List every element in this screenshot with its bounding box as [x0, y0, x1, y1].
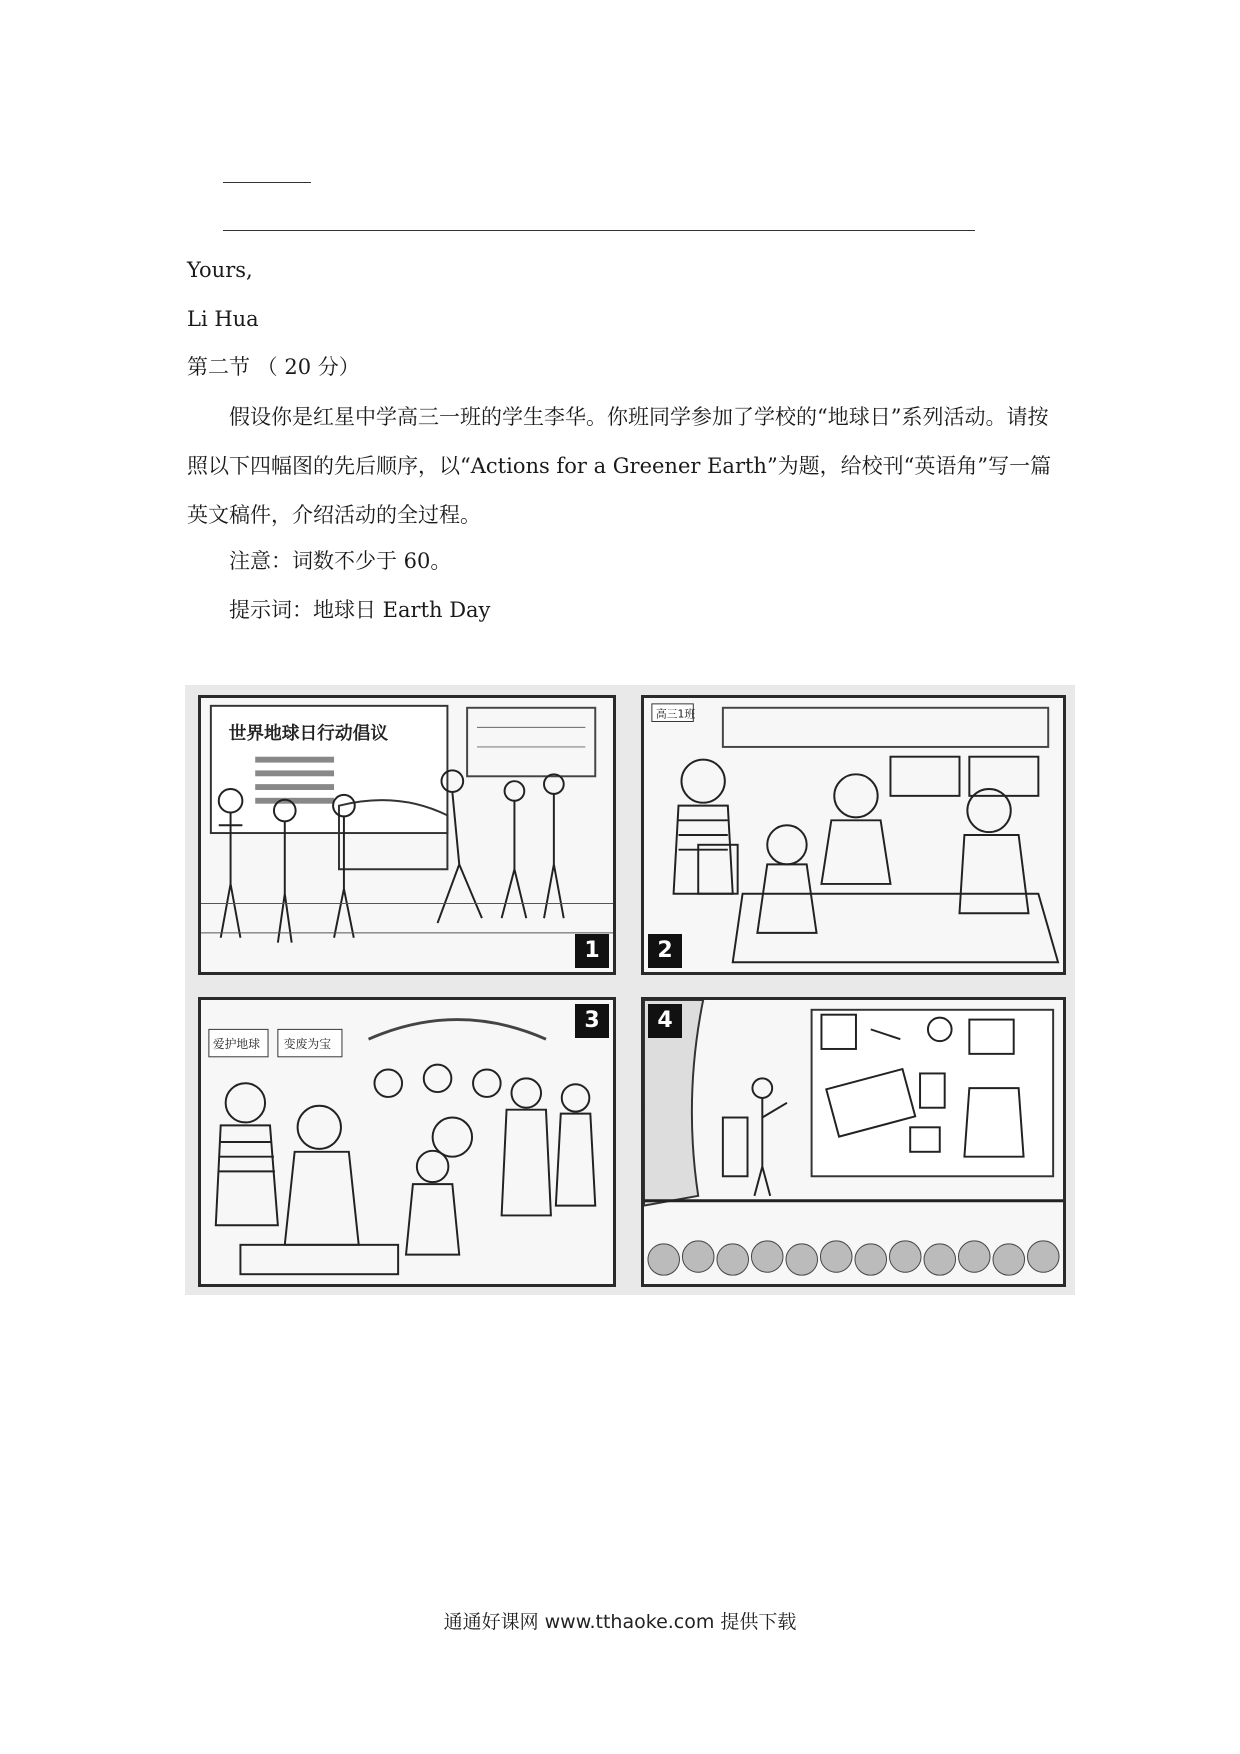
panel-3-banner-left: 爱护地球 — [212, 1037, 261, 1051]
word-count-note: 注意：词数不少于 60。 — [229, 549, 452, 573]
panel-number-4: 4 — [648, 1004, 682, 1038]
panel-4-drawing — [644, 1000, 1063, 1284]
hint-words: 提示词：地球日 Earth Day — [229, 598, 491, 622]
footer-download-source: 通通好课网 www.tthaoke.com 提供下载 — [443, 1611, 797, 1633]
answer-line-long — [223, 230, 975, 231]
four-panel-illustration — [185, 685, 1075, 1295]
answer-line-short — [223, 182, 311, 183]
panel-number-2: 2 — [648, 934, 682, 968]
panel-2-classroom-crafts — [641, 695, 1066, 975]
panel-number-3: 3 — [575, 1004, 609, 1038]
panel-1-sign: 世界地球日行动倡议 — [228, 724, 389, 745]
panel-3-recycling-fair — [198, 997, 616, 1287]
panel-1-drawing — [201, 698, 613, 972]
letter-signature: Li Hua — [187, 307, 259, 331]
instruction-paragraph — [187, 393, 1057, 540]
panel-2-drawing — [644, 698, 1063, 972]
panel-3-banner-right: 变废为宝 — [283, 1037, 332, 1051]
panel-1-earth-day-posters — [198, 695, 616, 975]
section-heading: 第二节 （ 20 分） — [187, 355, 360, 379]
panel-2-sign: 高三1班 — [655, 707, 696, 721]
panel-number-1: 1 — [575, 934, 609, 968]
panel-4-stage-presentation — [641, 997, 1066, 1287]
letter-closing: Yours, — [187, 258, 253, 282]
panel-3-drawing — [201, 1000, 613, 1284]
instruction-text: 假设你是红星中学高三一班的学生李华。你班同学参加了学校的“地球日”系列活动。请按照以下四幅图的先后顺序，以“Actions for a Greener Earth”为题，给校刊“英语角”写一篇英文稿件，介绍活动的全过程。 — [187, 405, 1052, 527]
